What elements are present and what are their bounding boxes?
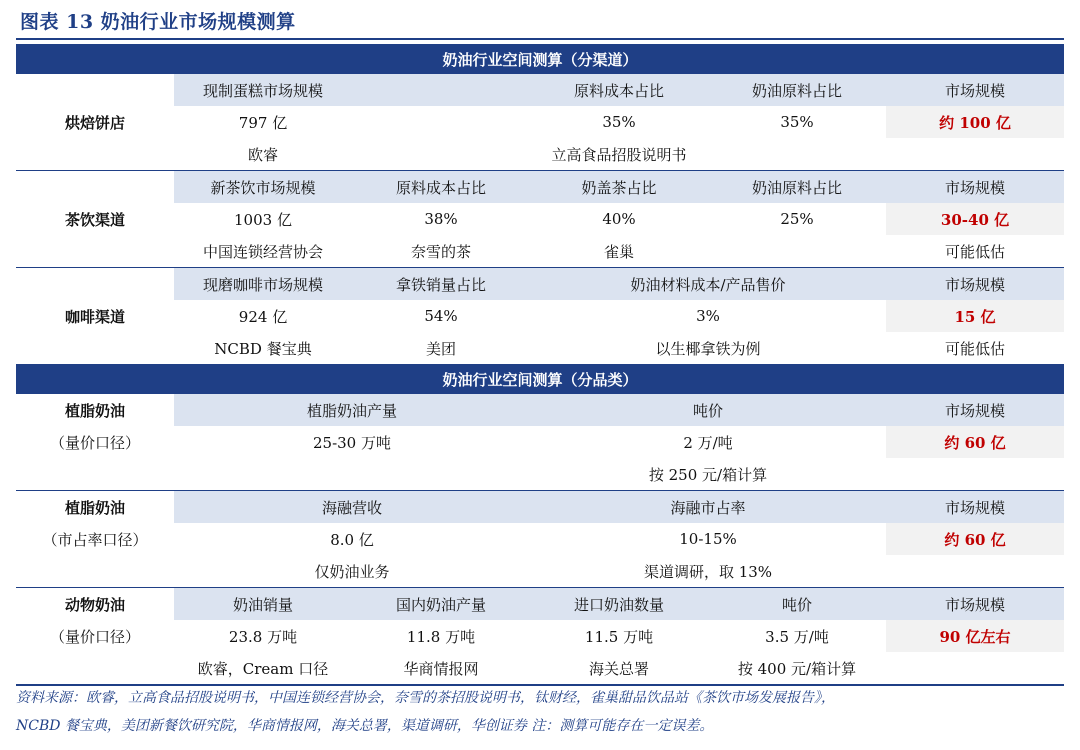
tea-s2: 奈雪的茶 <box>410 242 471 261</box>
bakery-v3: 35% <box>602 113 636 131</box>
coffee-source-row <box>16 332 1064 364</box>
coffee-s5: 可能低估 <box>945 339 1006 358</box>
animal-h4: 吨价 <box>708 588 886 621</box>
veg1-h5: 市场规模 <box>886 394 1064 426</box>
bakery-h4: 奶油原料占比 <box>708 74 886 106</box>
tea-v4: 25% <box>780 210 814 228</box>
tea-label: 茶饮渠道 <box>16 171 174 268</box>
veg2-v34: 10-15% <box>679 530 737 548</box>
animal-h3: 进口奶油数量 <box>530 588 708 621</box>
bakery-label: 烘焙饼店 <box>64 113 125 132</box>
veg1-n34: 按 250 元/箱计算 <box>648 465 768 484</box>
coffee-value-row <box>16 300 1064 332</box>
tea-h2: 原料成本占比 <box>352 171 530 204</box>
veg1-value-row <box>16 426 1064 458</box>
section-channel-banner <box>16 44 1064 74</box>
veg1-h12: 植脂奶油产量 <box>174 394 530 426</box>
coffee-s1: NCBD 餐宝典 <box>214 339 312 358</box>
tea-source-row <box>16 235 1064 268</box>
bakery-v1: 797 亿 <box>238 113 288 132</box>
animal-s1: 欧睿，Cream 口径 <box>174 652 352 685</box>
veg2-h5: 市场规模 <box>886 491 1064 524</box>
coffee-h1: 现磨咖啡市场规模 <box>174 268 352 301</box>
bakery-s1: 欧睿 <box>247 145 278 164</box>
animal-h1: 奶油销量 <box>174 588 352 621</box>
tea-v2: 38% <box>424 210 458 228</box>
animal-s3: 海关总署 <box>530 652 708 685</box>
animal-source-row <box>16 652 1064 685</box>
coffee-header-row <box>16 268 1064 301</box>
animal-v3: 11.5 万吨 <box>584 627 654 646</box>
veg1-label: 植脂奶油 <box>64 401 125 420</box>
veg2-sub: （市占率口径） <box>42 530 148 549</box>
animal-label: 动物奶油 <box>16 588 174 621</box>
market-size-table <box>16 44 1064 686</box>
veg2-market-size: 约 60 亿 <box>886 523 1064 555</box>
bakery-source-row <box>16 138 1064 171</box>
veg2-note-row <box>16 555 1064 588</box>
top-rule <box>16 38 1064 40</box>
tea-h5: 市场规模 <box>886 171 1064 204</box>
figure-title: 图表 13 奶油行业市场规模测算 <box>20 11 296 33</box>
footnote-line-2: NCBD 餐宝典，美团新餐饮研究院，华商情报网，海关总署，渠道调研，华创证券 注：测算可能存在一定误差。 <box>16 718 714 734</box>
bakery-value-row <box>16 106 1064 138</box>
animal-header-row <box>16 588 1064 621</box>
tea-s5: 可能低估 <box>945 242 1006 261</box>
tea-h1: 新茶饮市场规模 <box>174 171 352 204</box>
animal-v1: 23.8 万吨 <box>228 627 298 646</box>
tea-v3: 40% <box>602 210 636 228</box>
coffee-v2: 54% <box>424 307 458 325</box>
veg2-h12: 海融营收 <box>174 491 530 524</box>
veg1-header-row <box>16 394 1064 426</box>
animal-v2: 11.8 万吨 <box>406 627 476 646</box>
veg1-sub: （量价口径） <box>49 433 140 452</box>
coffee-h2: 拿铁销量占比 <box>352 268 530 301</box>
tea-v1: 1003 亿 <box>234 210 292 229</box>
animal-sub: （量价口径） <box>49 627 140 646</box>
bakery-market-size: 约 100 亿 <box>886 106 1064 138</box>
bakery-header-row <box>16 74 1064 106</box>
tea-header-row <box>16 171 1064 204</box>
coffee-h34: 奶油材料成本/产品售价 <box>530 268 886 301</box>
coffee-h5: 市场规模 <box>886 268 1064 301</box>
coffee-v34: 3% <box>696 307 720 325</box>
veg2-h34: 海融市占率 <box>530 491 886 524</box>
tea-h4: 奶油原料占比 <box>708 171 886 204</box>
veg1-v34: 2 万/吨 <box>683 433 733 452</box>
veg2-header-row <box>16 491 1064 524</box>
coffee-s2: 美团 <box>425 339 456 358</box>
animal-s2: 华商情报网 <box>352 652 530 685</box>
animal-s4: 按 400 元/箱计算 <box>708 652 886 685</box>
section-category-title: 奶油行业空间测算（分品类） <box>16 364 1064 394</box>
veg2-n12: 仅奶油业务 <box>314 562 390 581</box>
tea-market-size: 30-40 亿 <box>886 203 1064 235</box>
tea-value-row <box>16 203 1064 235</box>
veg1-h34: 吨价 <box>530 394 886 426</box>
bakery-h2 <box>352 74 530 106</box>
animal-market-size: 90 亿左右 <box>886 620 1064 652</box>
bakery-h3: 原料成本占比 <box>530 74 708 106</box>
animal-h5: 市场规模 <box>886 588 1064 621</box>
animal-v4: 3.5 万/吨 <box>765 627 829 646</box>
veg2-label: 植脂奶油 <box>16 491 174 524</box>
veg2-value-row <box>16 523 1064 555</box>
veg1-note-row <box>16 458 1064 491</box>
animal-value-row <box>16 620 1064 652</box>
coffee-market-size: 15 亿 <box>886 300 1064 332</box>
bakery-h5: 市场规模 <box>886 74 1064 106</box>
veg2-n34: 渠道调研，取 13% <box>643 562 773 581</box>
footnote-line-1: 资料来源：欧睿，立高食品招股说明书，中国连锁经营协会，奈雪的茶招股说明书，钛财经，雀巢甜品饮品站《茶饮市场发展报告》， <box>16 690 835 706</box>
tea-s3: 雀巢 <box>603 242 634 261</box>
coffee-s34: 以生椰拿铁为例 <box>655 339 761 358</box>
veg1-market-size: 约 60 亿 <box>886 426 1064 458</box>
tea-s1: 中国连锁经营协会 <box>202 242 323 261</box>
animal-h2: 国内奶油产量 <box>352 588 530 621</box>
veg2-v12: 8.0 亿 <box>330 530 374 549</box>
section-channel-title: 奶油行业空间测算（分渠道） <box>16 44 1064 74</box>
coffee-label: 咖啡渠道 <box>16 268 174 365</box>
veg1-v12: 25-30 万吨 <box>312 433 391 452</box>
tea-h3: 奶盖茶占比 <box>530 171 708 204</box>
bakery-v4: 35% <box>780 113 814 131</box>
section-category-banner <box>16 364 1064 394</box>
bakery-s34: 立高食品招股说明书 <box>551 145 687 164</box>
coffee-v1: 924 亿 <box>238 307 288 326</box>
bakery-h1: 现制蛋糕市场规模 <box>174 74 352 106</box>
